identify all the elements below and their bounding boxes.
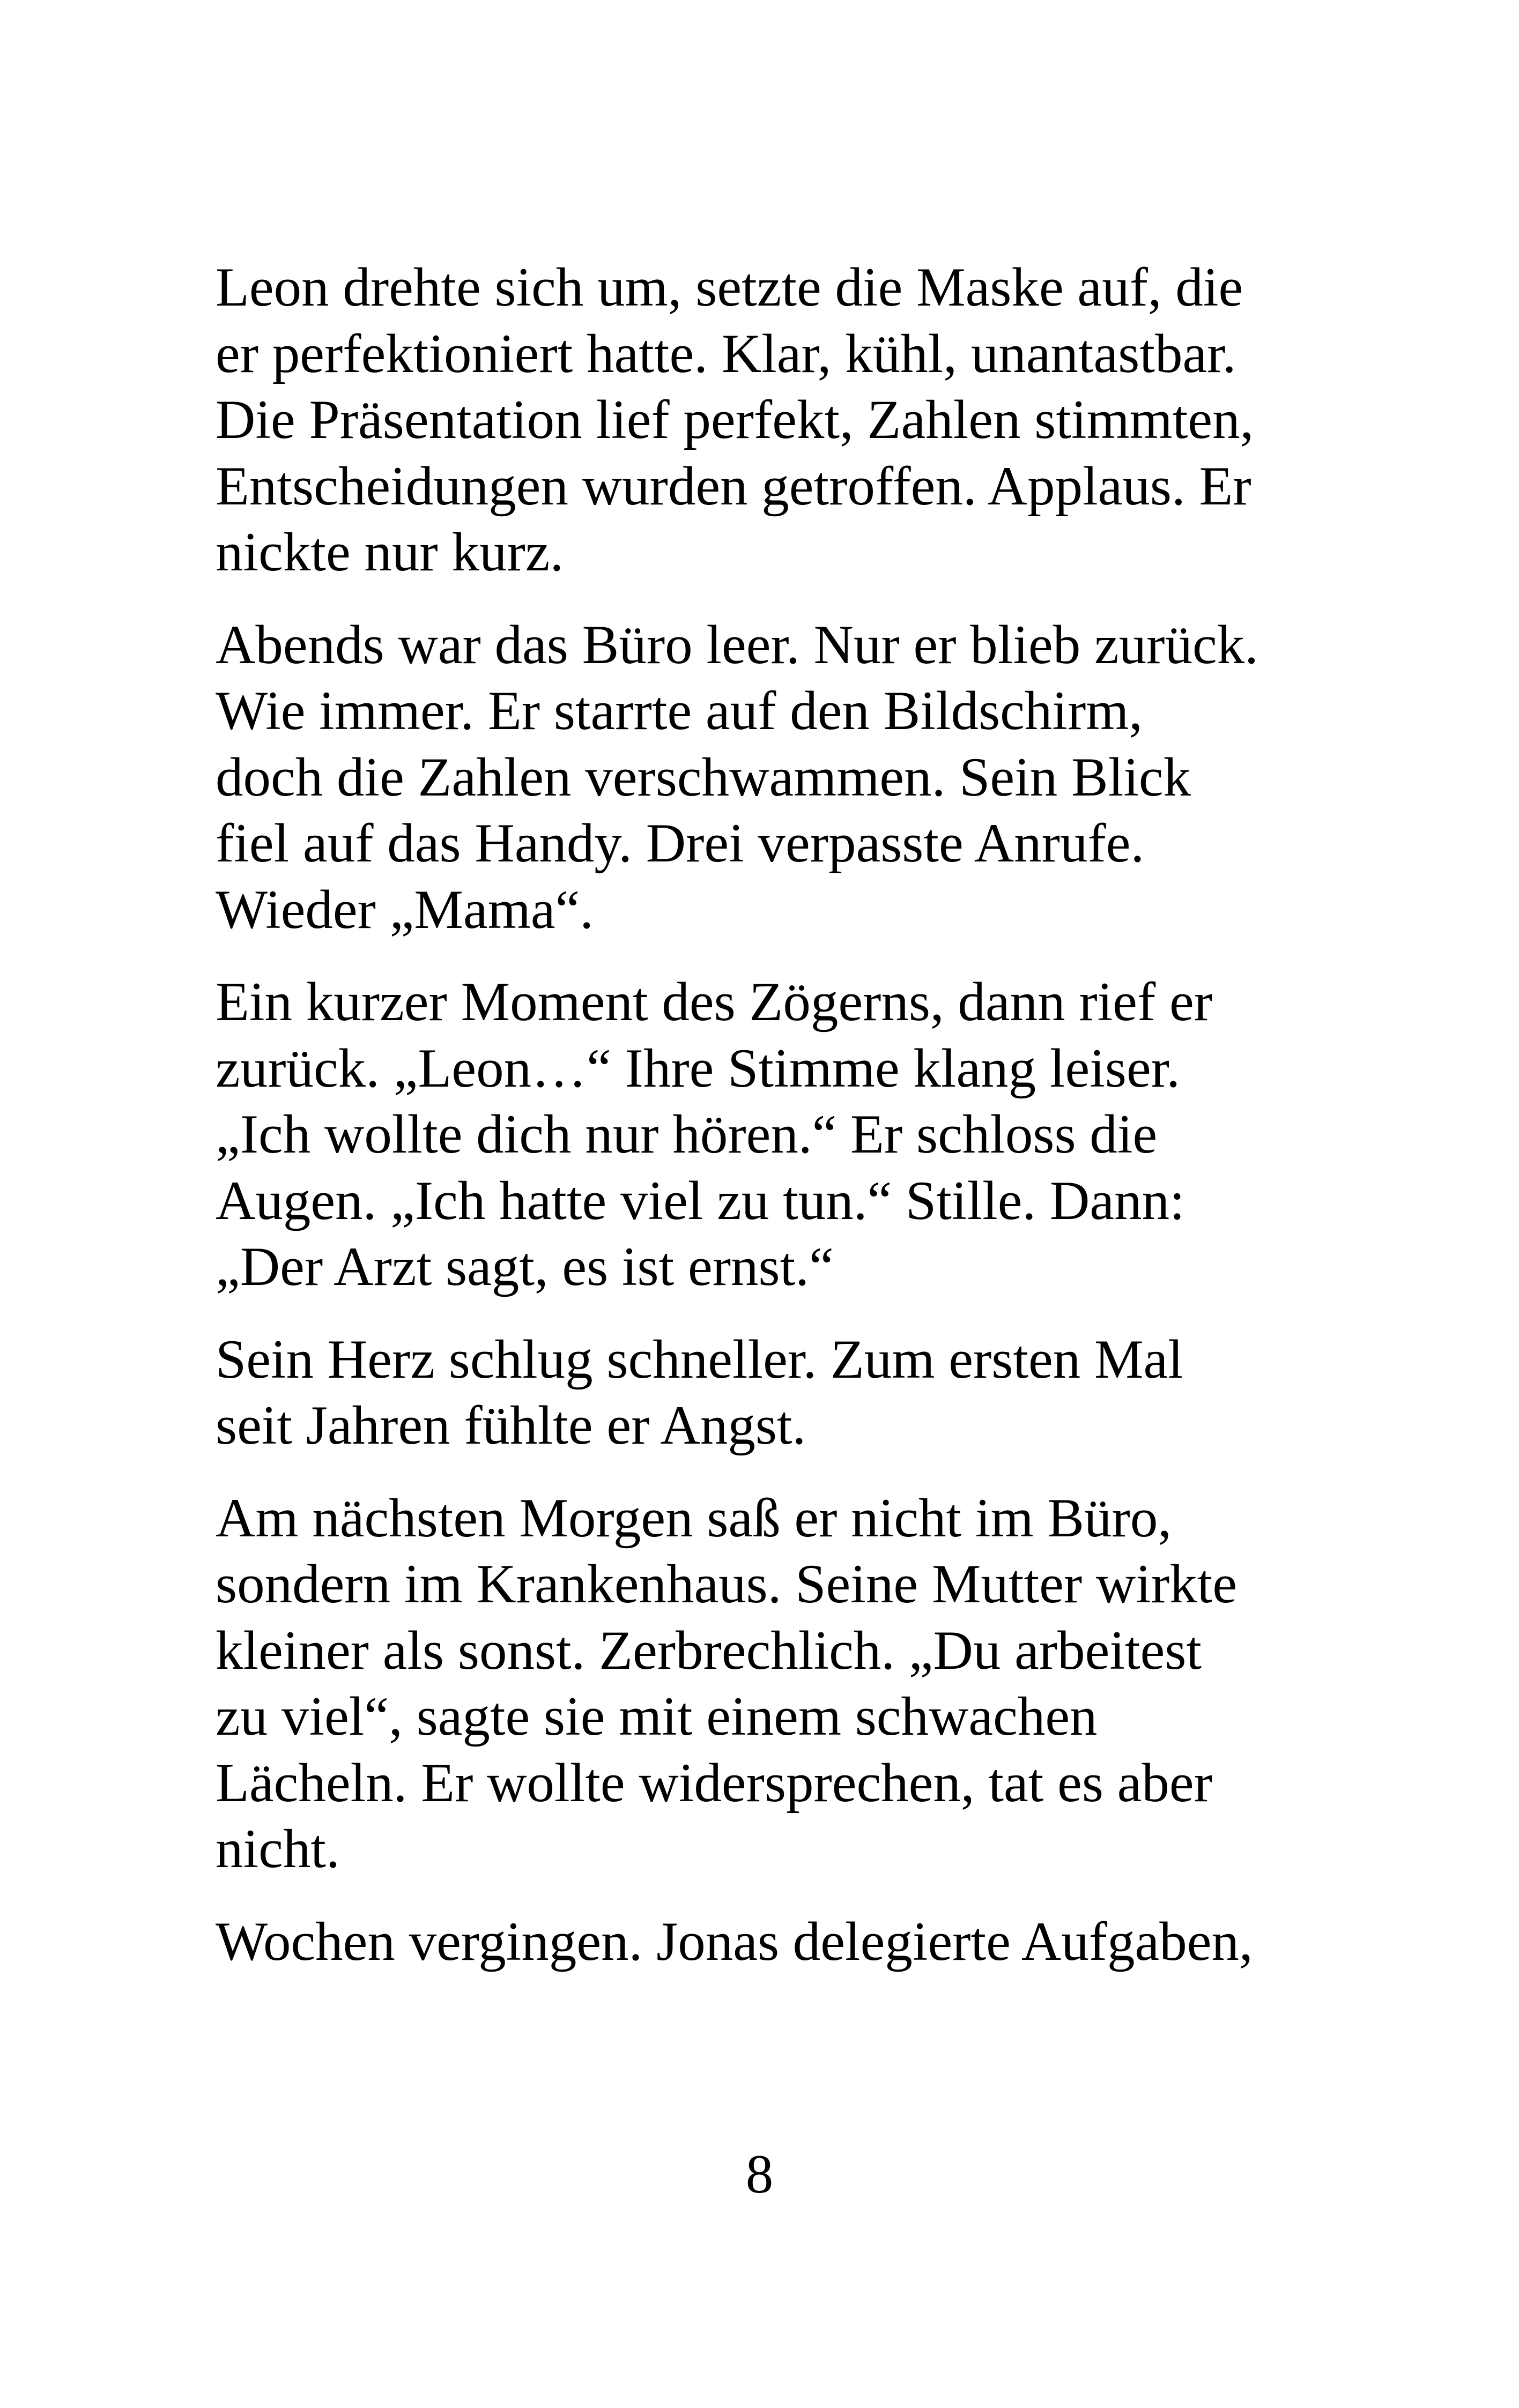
paragraph-4: [216, 1327, 1325, 1459]
body-text: [216, 255, 1325, 2001]
text-line: Leon drehte sich um, setzte die Maske auf, die: [216, 257, 1243, 318]
paragraph-3: [216, 969, 1325, 1300]
text-line: Augen. „Ich hatte viel zu tun.“ Stille. Dann:: [216, 1170, 1185, 1231]
text-line: Am nächsten Morgen saß er nicht im Büro,: [216, 1487, 1172, 1549]
text-line: er perfektioniert hatte. Klar, kühl, unantastbar.: [216, 323, 1236, 384]
text-line: Sein Herz schlug schneller. Zum ersten Mal: [216, 1328, 1183, 1390]
text-line: zurück. „Leon…“ Ihre Stimme klang leiser.: [216, 1037, 1181, 1099]
text-line: sondern im Krankenhaus. Seine Mutter wirkte: [216, 1554, 1238, 1615]
text-line: kleiner als sonst. Zerbrechlich. „Du arbeitest: [216, 1619, 1202, 1681]
text-line: Lächeln. Er wollte widersprechen, tat es aber: [216, 1752, 1212, 1814]
paragraph-5: [216, 1485, 1325, 1883]
text-line: Abends war das Büro leer. Nur er blieb zurück.: [216, 614, 1258, 675]
paragraph-1: [216, 255, 1325, 586]
paragraph-6: [216, 1909, 1325, 1975]
text-line: Wie immer. Er starrte auf den Bildschirm,: [216, 680, 1143, 741]
page-number: 8: [745, 2144, 774, 2205]
text-line: nickte nur kurz.: [216, 522, 564, 583]
text-line: „Ich wollte dich nur hören.“ Er schloss die: [216, 1104, 1158, 1165]
text-line: fiel auf das Handy. Drei verpasste Anrufe.: [216, 813, 1145, 874]
text-line: Wieder „Mama“.: [216, 879, 594, 940]
text-line: zu viel“, sagte sie mit einem schwachen: [216, 1686, 1098, 1747]
text-line: Entscheidungen wurden getroffen. Applaus. Er: [216, 455, 1251, 517]
text-line: Wochen vergingen. Jonas delegierte Aufgaben,: [216, 1911, 1253, 1972]
text-line: „Der Arzt sagt, es ist ernst.“: [216, 1236, 834, 1297]
text-line: seit Jahren fühlte er Angst.: [216, 1395, 806, 1456]
text-line: Die Präsentation lief perfekt, Zahlen stimmten,: [216, 389, 1254, 450]
text-line: doch die Zahlen verschwammen. Sein Blick: [216, 746, 1191, 808]
text-line: nicht.: [216, 1818, 340, 1879]
paragraph-2: [216, 612, 1325, 943]
text-line: Ein kurzer Moment des Zögerns, dann rief er: [216, 971, 1213, 1032]
